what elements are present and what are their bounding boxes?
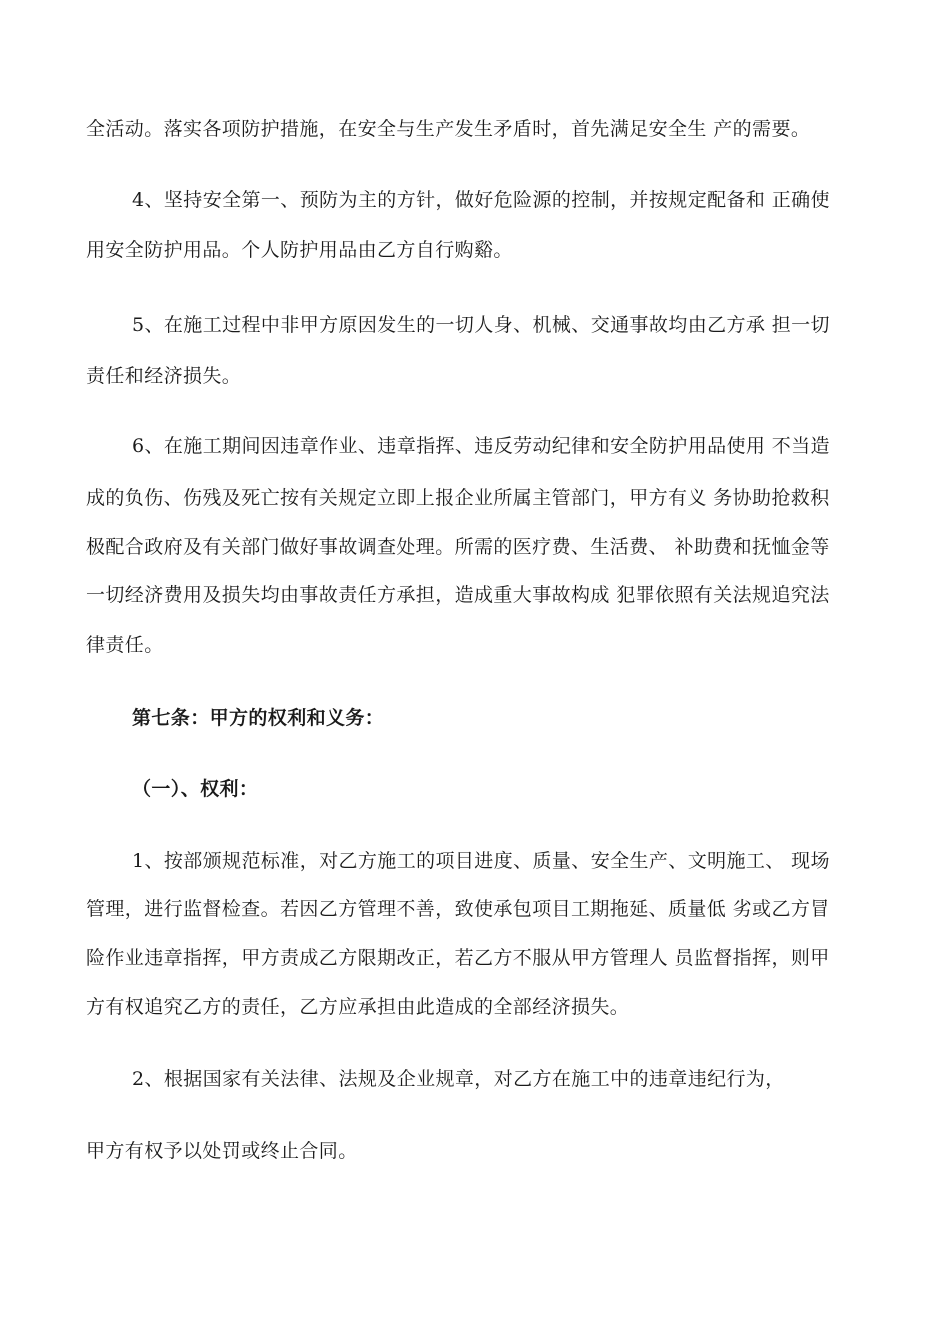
paragraph-line: 律责任。: [86, 634, 164, 656]
paragraph-line: 用安全防护用品。个人防护用品由乙方自行购谿。: [86, 239, 513, 261]
paragraph-line: 成的负伤、伤残及死亡按有关规定立即上报企业所属主管部门，甲方有义 务协助抢救积: [86, 487, 830, 509]
subsection-heading: （一）、权利：: [132, 778, 259, 800]
paragraph-line: 险作业违章指挥，甲方责成乙方限期改正，若乙方不服从甲方管理人 员监督指挥，则甲: [86, 947, 830, 969]
paragraph-line: 1、按部颁规范标准，对乙方施工的项目进度、质量、安全生产、文明施工、 现场: [132, 850, 830, 872]
section-heading: 第七条：甲方的权利和义务：: [132, 707, 385, 729]
paragraph-line: 方有权追究乙方的责任，乙方应承担由此造成的全部经济损失。: [86, 996, 630, 1018]
paragraph-line: 一切经济费用及损失均由事故责任方承担，造成重大事故构成 犯罪依照有关法规追究法: [86, 584, 830, 606]
paragraph-line: 甲方有权予以处罚或终止合同。: [86, 1140, 358, 1162]
paragraph-line: 2、根据国家有关法律、法规及企业规章，对乙方在施工中的违章违纪行为，: [132, 1068, 785, 1090]
paragraph-line: 管理，进行监督检查。若因乙方管理不善，致使承包项目工期拖延、质量低 劣或乙方冒: [86, 898, 830, 920]
paragraph-line: 6、在施工期间因违章作业、违章指挥、违反劳动纪律和安全防护用品使用 不当造: [132, 435, 830, 457]
paragraph-line: 责任和经济损失。: [86, 365, 242, 387]
paragraph-line: 4、坚持安全第一、预防为主的方针，做好危险源的控制，并按规定配备和 正确使: [132, 189, 830, 211]
paragraph-line: 全活动。落实各项防护措施，在安全与生产发生矛盾时，首先满足安全生 产的需要。: [86, 118, 811, 140]
paragraph-line: 极配合政府及有关部门做好事故调查处理。所需的医疗费、生活费、 补助费和抚恤金等: [86, 536, 830, 558]
paragraph-line: 5、在施工过程中非甲方原因发生的一切人身、机械、交通事故均由乙方承 担一切: [132, 314, 830, 336]
